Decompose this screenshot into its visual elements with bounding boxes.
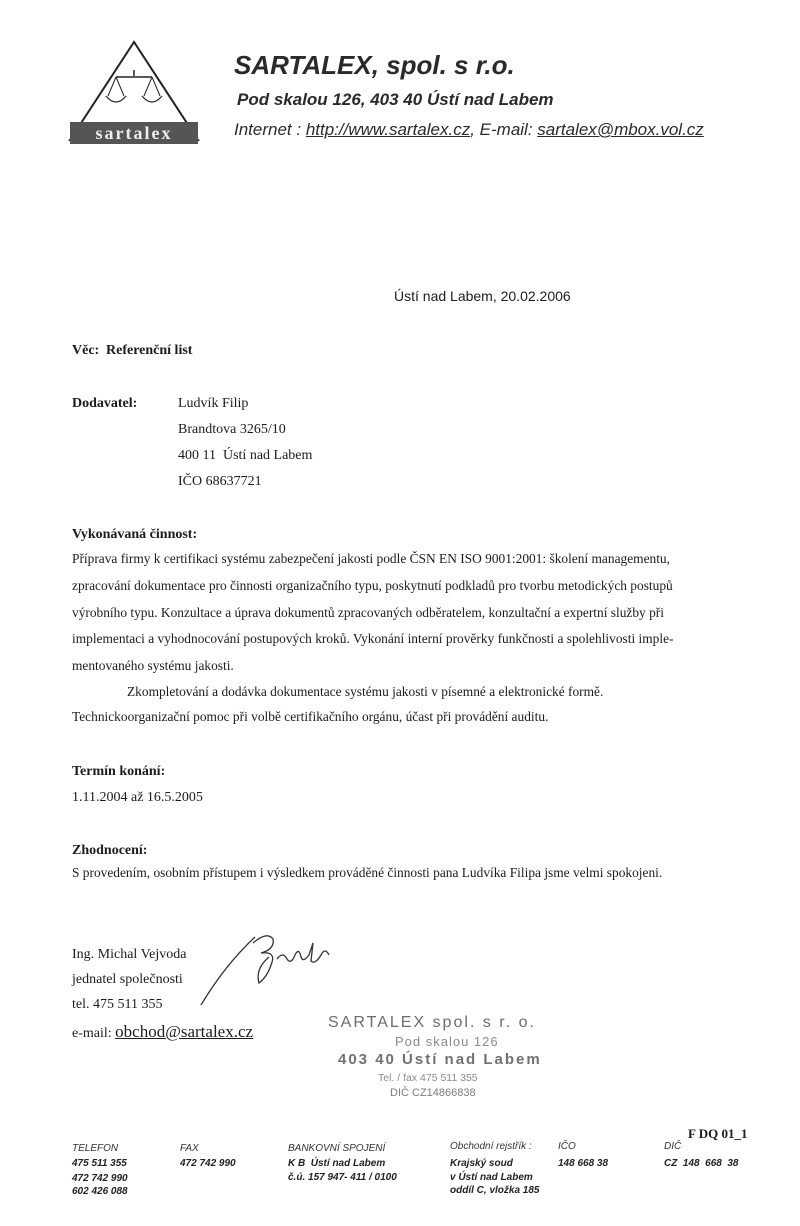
footer-dic-value: CZ 148 668 38 [664,1158,739,1169]
supplier-name: Ludvík Filip [178,396,249,411]
place-date: Ústí nad Labem, 20.02.2006 [394,288,571,304]
subject-value: Referenční list [106,343,193,358]
evaluation-title: Zhodnocení: [72,843,148,858]
email-label: , E-mail: [470,120,538,139]
activity-line: Příprava firmy k certifikaci systému zabezpečení jakosti podle ČSN EN ISO 9001:2001: školení managementu, [72,551,670,566]
company-email-link[interactable]: sartalex@mbox.vol.cz [537,120,704,139]
footer-ico-label: IČO [558,1141,576,1152]
stamp-phone: Tel. / fax 475 511 355 [378,1072,478,1084]
footer-telefon-label: TELEFON [72,1143,119,1154]
footer-bank-label: BANKOVNÍ SPOJENÍ [288,1143,386,1154]
company-name: SARTALEX, spol. s r.o. [234,50,515,80]
internet-label: Internet : [234,120,306,139]
supplier-city: 400 11 Ústí nad Labem [178,448,313,463]
stamp-company-name: SARTALEX spol. s r. o. [328,1014,536,1031]
stamp-city: 403 40 Ústí nad Labem [338,1051,542,1068]
company-address: Pod skalou 126, 403 40 Ústí nad Labem [237,90,554,109]
subject-label: Věc: [72,343,100,358]
form-code: F DQ 01_1 [688,1126,748,1141]
stamp-dic: DIČ CZ14866838 [390,1087,476,1099]
footer-telefon-value: 475 511 355 [72,1158,127,1169]
logo-wordmark: sartalex [95,123,173,143]
activity-title: Vykonávaná činnost: [72,527,198,542]
company-logo [68,40,200,146]
footer-register-value: v Ústí nad Labem [450,1172,533,1183]
contact-line [234,120,704,140]
signatory-role: jednatel společnosti [72,972,183,987]
signatory-email-line [72,1022,253,1042]
activity-line: výrobního typu. Konzultace a úprava dokumentů zpracovaných odběratelem, konzultační a expertní služby při [72,605,664,620]
activity-line: mentovaného systému jakosti. [72,658,234,673]
evaluation-text: S provedením, osobním přístupem i výsledkem prováděné činnosti pana Ludvíka Filipa jsme velmi spokojeni. [72,865,663,880]
footer-register-label: Obchodní rejstřík : [450,1141,532,1152]
activity-line: zpracování dokumentace pro činnosti organizačního typu, poskytnutí podkladů pro tvorbu metodických postupů [72,578,673,593]
signatory-phone: tel. 475 511 355 [72,997,163,1012]
term-title: Termín konání: [72,764,166,779]
supplier-street: Brandtova 3265/10 [178,422,286,437]
stamp-street: Pod skalou 126 [395,1034,499,1049]
footer-bank-value: č.ú. 157 947- 411 / 0100 [288,1172,397,1183]
activity-line: implementaci a vyhodnocování postupových kroků. Vykonání interní prověrky funkčnosti a spolehlivosti imple- [72,631,674,646]
footer-telefon-value: 472 742 990 [72,1173,128,1184]
website-link[interactable]: http://www.sartalex.cz [305,120,471,139]
footer-dic-label: DIČ [664,1141,682,1152]
signatory-name: Ing. Michal Vejvoda [72,947,187,962]
footer-ico-value: 148 668 38 [558,1158,609,1169]
supplier-label: Dodavatel: [72,396,138,411]
footer-fax-label: FAX [180,1143,199,1154]
handwritten-signature [195,925,345,1010]
footer-bank-value: K B Ústí nad Labem [288,1158,386,1169]
signatory-email-label: e-mail: [72,1026,116,1041]
activity-line: Technickoorganizační pomoc při volbě certifikačního orgánu, účast při provádění auditu. [72,709,549,724]
footer-register-value: oddíl C, vložka 185 [450,1185,540,1196]
signatory-email-link[interactable]: obchod@sartalex.cz [115,1022,254,1041]
supplier-ico: IČO 68637721 [178,474,262,489]
activity-line: Zkompletování a dodávka dokumentace systému jakosti v písemné a elektronické formě. [127,684,604,699]
footer-telefon-value: 602 426 088 [72,1186,128,1197]
term-value: 1.11.2004 až 16.5.2005 [72,790,203,805]
footer-register-value: Krajský soud [450,1158,513,1169]
footer-fax-value: 472 742 990 [180,1158,236,1169]
